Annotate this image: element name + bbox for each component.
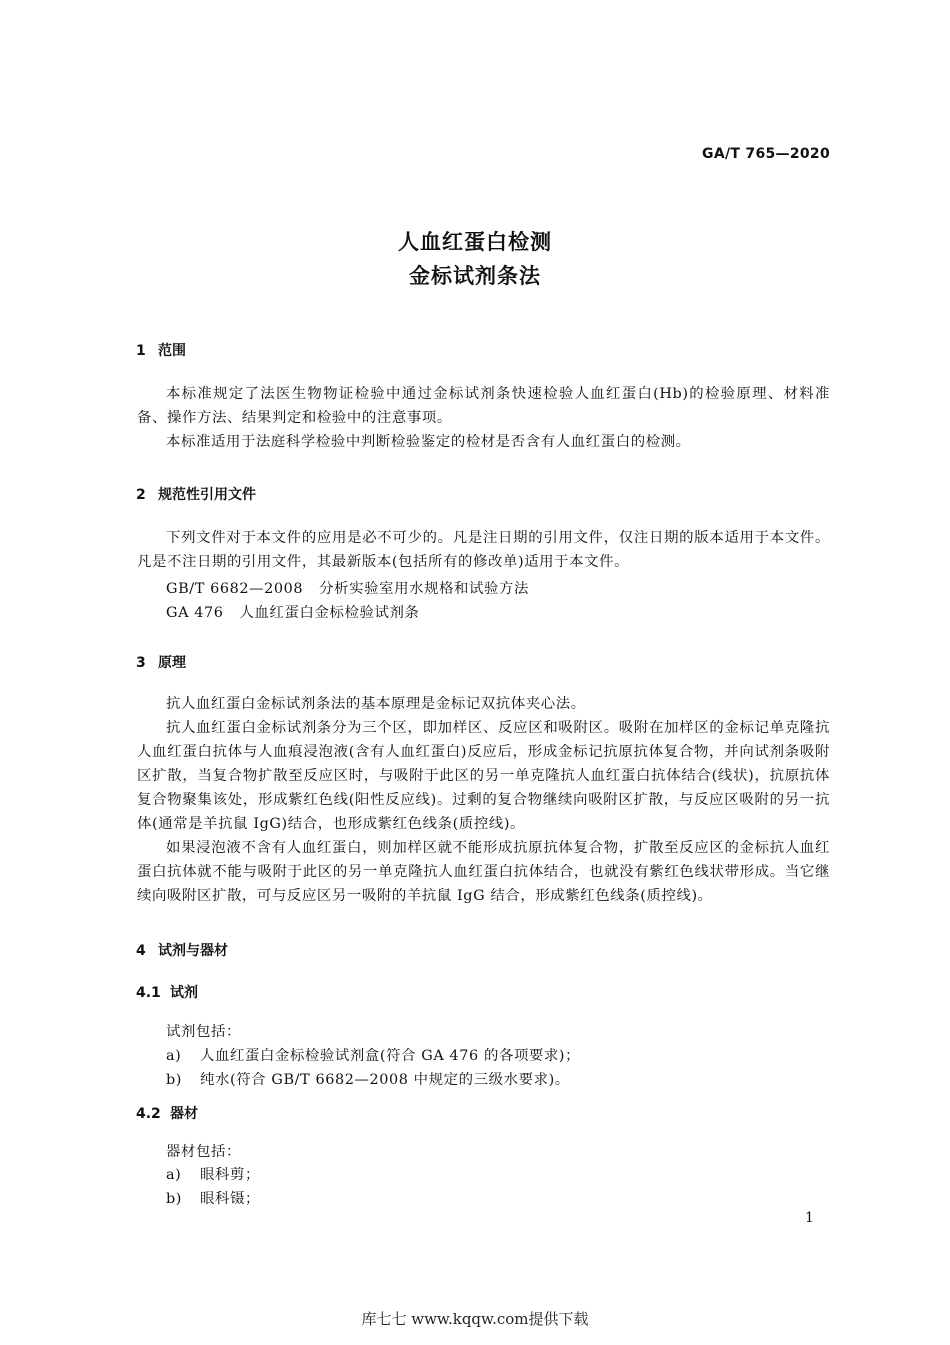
section-title: 规范性引用文件 <box>158 487 256 503</box>
list-text: 纯水(符合 GB/T 6682—2008 中规定的三级水要求)。 <box>200 1072 570 1088</box>
subsection-4-2-heading <box>136 1103 198 1123</box>
standard-number: GA/T 765—2020 <box>702 146 830 162</box>
subsection-number: 4.1 <box>136 985 161 1001</box>
subsection-4-1-intro: 试剂包括： <box>166 1024 241 1040</box>
reference-code: GB/T 6682—2008 <box>166 581 304 597</box>
section-title: 原理 <box>158 655 186 671</box>
reference-name: 分析实验室用水规格和试验方法 <box>319 581 530 597</box>
section-1-heading <box>136 340 186 360</box>
section-title: 范围 <box>158 343 186 359</box>
list-item <box>166 1163 260 1184</box>
document-title-line-1: 人血红蛋白检测 <box>398 230 552 254</box>
subsection-4-1-heading <box>136 982 198 1002</box>
section-number: 4 <box>136 943 146 959</box>
list-item <box>166 1044 580 1065</box>
subsection-title: 试剂 <box>170 985 198 1001</box>
section-2-heading <box>136 484 256 504</box>
section-4-heading <box>136 940 228 960</box>
section-1-paragraph-1: 本标准规定了法医生物物证检验中通过金标试剂条快速检验人血红蛋白(Hb)的检验原理、材料准备、操作方法、结果判定和检验中的注意事项。 <box>137 386 830 426</box>
normative-reference <box>166 577 529 598</box>
download-footer: 库七七 www.kqqw.com提供下载 <box>361 1310 589 1328</box>
list-marker: b) <box>166 1072 183 1088</box>
reference-code: GA 476 <box>166 605 224 621</box>
page-number: 1 <box>805 1210 814 1226</box>
subsection-number: 4.2 <box>136 1106 161 1122</box>
list-marker: a) <box>166 1048 182 1064</box>
subsection-4-2-intro: 器材包括： <box>166 1144 241 1160</box>
section-3-paragraph-3: 如果浸泡液不含有人血红蛋白，则加样区就不能形成抗原抗体复合物，扩散至反应区的金标抗人血红蛋白抗体就不能与吸附于此区的另一单克隆抗人血红蛋白抗体结合，也就没有紫红色线状带形成。当它继续向吸附区扩散，可与反应区另一吸附的羊抗鼠 IgG 结合，形成紫红色线条(质控线)。 <box>137 840 830 904</box>
list-text: 眼科剪； <box>200 1167 260 1183</box>
section-number: 3 <box>136 655 146 671</box>
section-3-paragraph-1: 抗人血红蛋白金标试剂条法的基本原理是金标记双抗体夹心法。 <box>166 696 586 712</box>
list-marker: a) <box>166 1167 182 1183</box>
document-title-line-2: 金标试剂条法 <box>409 264 541 288</box>
subsection-title: 器材 <box>170 1106 198 1122</box>
list-text: 眼科镊； <box>200 1191 260 1207</box>
list-text: 人血红蛋白金标检验试剂盒(符合 GA 476 的各项要求)； <box>200 1048 581 1064</box>
section-3-paragraph-2: 抗人血红蛋白金标试剂条分为三个区，即加样区、反应区和吸附区。吸附在加样区的金标记单克隆抗人血红蛋白抗体与人血痕浸泡液(含有人血红蛋白)反应后，形成金标记抗原抗体复合物，并向试剂条吸附区扩散，当复合物扩散至反应区时，与吸附于此区的另一单克隆抗人血红蛋白抗体结合(线状)，抗原抗体复合物聚集该处，形成紫红色线(阳性反应线)。过剩的复合物继续向吸附区扩散，与反应区吸附的另一抗体(通常是羊抗鼠 IgG)结合，也形成紫红色线条(质控线)。 <box>137 720 830 832</box>
list-marker: b) <box>166 1191 183 1207</box>
reference-name: 人血红蛋白金标检验试剂条 <box>239 605 420 621</box>
section-2-paragraph-1: 下列文件对于本文件的应用是必不可少的。凡是注日期的引用文件，仅注日期的版本适用于本文件。凡是不注日期的引用文件，其最新版本(包括所有的修改单)适用于本文件。 <box>137 530 830 570</box>
section-1-paragraph-2: 本标准适用于法庭科学检验中判断检验鉴定的检材是否含有人血红蛋白的检测。 <box>166 434 691 450</box>
section-3-heading <box>136 652 186 672</box>
section-number: 2 <box>136 487 146 503</box>
normative-reference <box>166 601 419 622</box>
list-item <box>166 1187 260 1208</box>
list-item <box>166 1068 570 1089</box>
section-title: 试剂与器材 <box>158 943 228 959</box>
section-number: 1 <box>136 343 146 359</box>
